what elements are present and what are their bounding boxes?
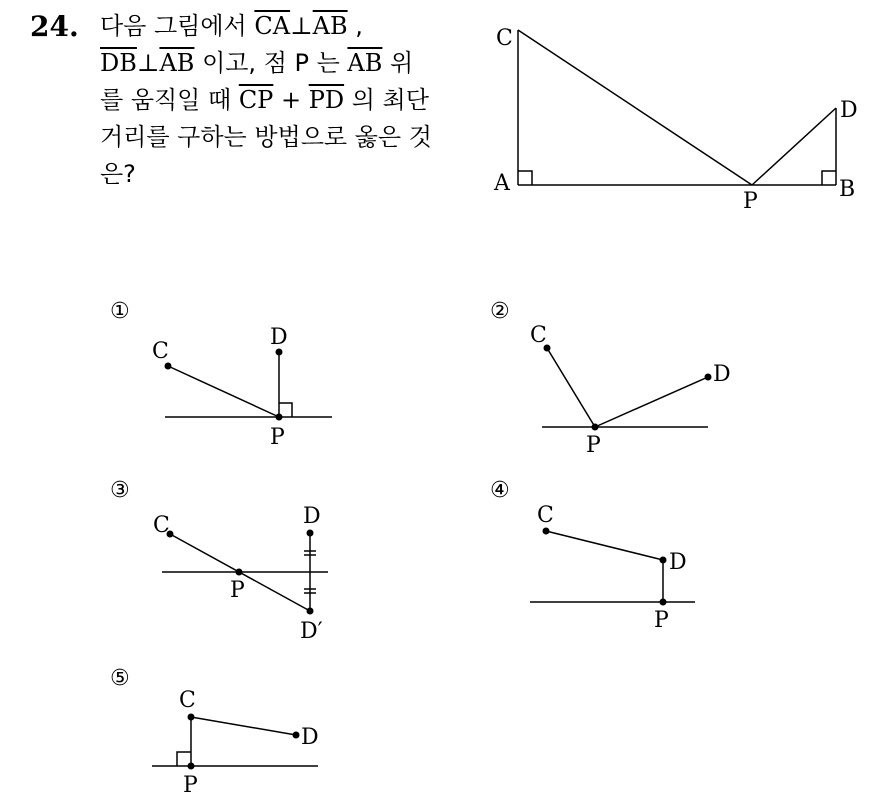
question-line-2-mid: 이고, 점 P 는 (194, 49, 348, 77)
choice-2-segment-cp (547, 348, 595, 427)
main-label-d: D (840, 98, 858, 123)
main-label-a: A (494, 171, 510, 196)
plus-sign: + (273, 86, 309, 114)
choice-4-point-c (543, 528, 550, 535)
segment-pd: $\overline{PD}$ (308, 86, 345, 114)
choice-3-label-d: D (303, 504, 321, 529)
choice-4-label-p: P (654, 608, 669, 633)
choice-1-label-c: C (152, 339, 169, 364)
segment-ab: $\overline{AB}$ (312, 12, 348, 40)
segment-pd-line (752, 108, 836, 185)
segment-db: $\overline{DB}$ (100, 49, 137, 77)
choice-2-label-p: P (586, 433, 601, 458)
segment-ab-3: $\overline{AB}$ (347, 49, 383, 77)
choice-4-segment-cd (546, 531, 663, 560)
choice-5-point-c (188, 714, 195, 721)
choice-5-point-p (188, 763, 195, 770)
choice-4-label-c: C (537, 503, 554, 528)
choice-5-label-d: D (301, 725, 319, 750)
question-line-4: 거리를 구하는 방법으로 옳은 것 (100, 123, 432, 151)
choice-5-segment-cd (191, 717, 296, 735)
choice-4-point-p (660, 599, 667, 606)
choice-5-label-c: C (179, 688, 196, 713)
choice-1-label-p: P (270, 425, 285, 450)
right-angle-a-mark (518, 171, 532, 185)
choice-2-point-p (592, 424, 599, 431)
choice-5-point-d (293, 732, 300, 739)
choice-4-label-d: D (669, 550, 687, 575)
choice-3-figure (162, 533, 328, 611)
choice-1-segment-cp (168, 366, 279, 417)
question-line-1-post: , (347, 12, 363, 40)
segment-cp-line (518, 30, 752, 185)
choice-2-label-c: C (530, 323, 547, 348)
perpendicular-symbol: ⊥ (290, 12, 313, 40)
choice-3-label-p: P (230, 578, 245, 603)
perpendicular-symbol-2: ⊥ (136, 49, 160, 77)
question-line-1-pre: 다음 그림에서 (100, 12, 255, 40)
choice-1-marker: ① (110, 299, 130, 324)
choice-3-marker: ③ (110, 478, 130, 503)
main-label-p: P (743, 189, 758, 214)
choice-1-figure (165, 352, 332, 417)
choice-3-label-c: C (153, 513, 170, 538)
choice-1-label-d: D (270, 325, 288, 350)
choice-4-marker: ④ (490, 478, 510, 503)
choice-3-point-d (307, 530, 314, 537)
main-label-c: C (496, 26, 513, 51)
choice-5-marker: ⑤ (110, 666, 130, 691)
choice-2-marker: ② (490, 299, 510, 324)
question-line-3-post: 의 최단 (344, 86, 429, 114)
choice-5-label-p: P (183, 773, 198, 798)
segment-ab-2: $\overline{AB}$ (159, 49, 195, 77)
choice-3-point-d-prime (307, 608, 314, 615)
choice-1-point-p (276, 414, 283, 421)
right-angle-b-mark (822, 171, 836, 185)
choice-4-point-d (660, 557, 667, 564)
choice-3-label-d-prime: D′ (300, 619, 323, 644)
choice-5-figure (152, 717, 318, 766)
choice-2-label-d: D (713, 362, 731, 387)
question-line-3-pre: 를 움직일 때 (100, 86, 239, 114)
choice-2-segment-pd (595, 377, 708, 427)
question-line-5: 은? (100, 160, 136, 188)
choice-3-point-p (236, 569, 243, 576)
main-figure (518, 30, 836, 185)
segment-cp: $\overline{CP}$ (238, 86, 274, 114)
choice-2-point-d (705, 374, 712, 381)
question-line-2-post: 위 (382, 49, 414, 77)
question-number: 24. (30, 10, 79, 43)
choice-2-figure (542, 348, 708, 427)
segment-ca: $\overline{CA}$ (254, 12, 291, 40)
main-label-b: B (839, 177, 856, 202)
